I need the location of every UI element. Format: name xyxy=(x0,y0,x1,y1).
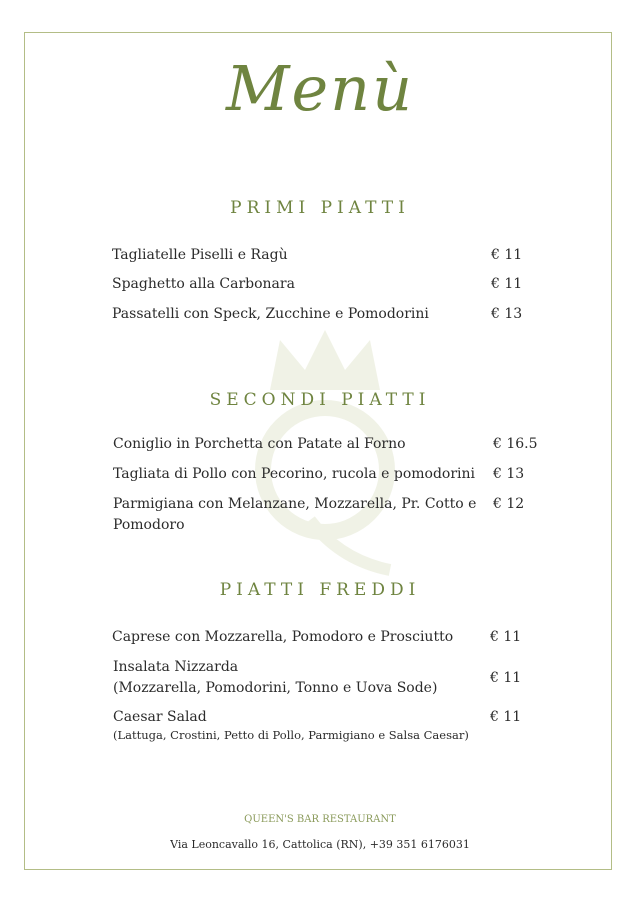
menu-item-price: € 13 xyxy=(493,466,525,482)
menu-item-detail: (Lattuga, Crostini, Petto di Pollo, Parmigiano e Salsa Caesar) xyxy=(113,728,469,742)
section-heading-freddi: PIATTI FREDDI xyxy=(219,580,421,600)
menu-item: Coniglio in Porchetta con Patate al Forno xyxy=(113,436,406,452)
menu-item-price: € 13 xyxy=(491,306,523,322)
menu-item-name: Insalata Nizzarda xyxy=(113,659,239,675)
menu-item: Passatelli con Speck, Zucchine e Pomodorini xyxy=(112,306,429,322)
menu-item-price: € 16.5 xyxy=(493,436,538,452)
menu-item-price: € 11 xyxy=(491,247,523,263)
restaurant-name: QUEEN'S BAR RESTAURANT xyxy=(244,814,396,825)
menu-item-price: € 11 xyxy=(490,629,522,645)
menu-item-price: € 11 xyxy=(490,709,522,725)
menu-item-price: € 11 xyxy=(490,670,522,686)
menu-item: Tagliatelle Piselli e Ragù xyxy=(112,247,288,263)
menu-item-name: Caesar Salad xyxy=(113,709,207,725)
menu-item: Parmigiana con Melanzane, Mozzarella, Pr. Cotto e Pomodoro xyxy=(113,496,477,533)
menu-item xyxy=(113,707,469,746)
restaurant-address: Via Leoncavallo 16, Cattolica (RN), +39 351 6176031 xyxy=(170,838,470,851)
menu-item: Spaghetto alla Carbonara xyxy=(112,276,295,292)
section-heading-secondi: SECONDI PIATTI xyxy=(209,390,431,410)
section-heading-primi: PRIMI PIATTI xyxy=(230,198,410,218)
menu-item: Tagliata di Pollo con Pecorino, rucola e pomodorini xyxy=(113,466,476,482)
menu-item: Caprese con Mozzarella, Pomodoro e Prosciutto xyxy=(112,629,454,645)
menu-title: Menù xyxy=(225,52,415,125)
menu-item xyxy=(113,657,437,699)
menu-item-price: € 11 xyxy=(491,276,523,292)
menu-item-detail: (Mozzarella, Pomodorini, Tonno e Uova Sode) xyxy=(113,680,438,696)
menu-item-price: € 12 xyxy=(493,496,525,512)
